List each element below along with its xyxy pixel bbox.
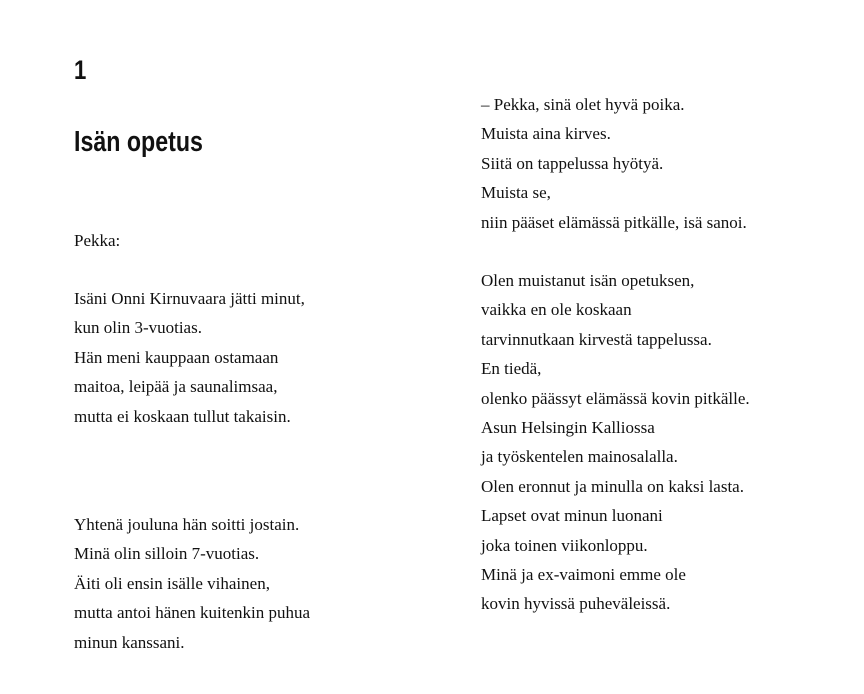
text-line: Siitä on tappelussa hyötyä. [481, 153, 664, 173]
text-line: Minä ja ex-vaimoni emme ole [481, 565, 686, 585]
left-paragraph-1 [74, 284, 305, 431]
text-line: niin pääset elämässä pitkälle, isä sanoi. [481, 212, 747, 232]
text-line: ja työskentelen mainosalalla. [481, 447, 678, 467]
text-line: Yhtenä jouluna hän soitti jostain. [74, 515, 300, 534]
right-paragraph-2 [481, 266, 750, 619]
text-line: maitoa, leipää ja saunalimsaa, [74, 377, 278, 397]
text-line: Asun Helsingin Kalliossa [481, 418, 655, 438]
text-line: Muista se, [481, 183, 551, 203]
text-line: Äiti oli ensin isälle vihainen, [74, 573, 270, 593]
left-paragraph-2 [74, 510, 310, 657]
text-line: mutta antoi hänen kuitenkin puhua [74, 603, 311, 623]
text-line: En tiedä, [481, 359, 542, 379]
chapter-number: 1 [74, 55, 87, 85]
text-line: Isäni Onni Kirnuvaara jätti minut, [74, 289, 305, 308]
text-line: Olen muistanut isän opetuksen, [481, 271, 695, 290]
chapter-title: Isän opetus [74, 126, 203, 158]
right-paragraph-1 [481, 90, 747, 237]
speaker-label: Pekka: [74, 231, 121, 250]
text-line: kovin hyvissä puheväleissä. [481, 594, 671, 614]
text-line: vaikka en ole koskaan [481, 300, 632, 320]
text-line: – Pekka, sinä olet hyvä poika. [481, 95, 685, 114]
left-page [74, 52, 434, 652]
text-line: Hän meni kauppaan ostamaan [74, 347, 279, 367]
text-line: Olen eronnut ja minulla on kaksi lasta. [481, 476, 744, 496]
text-line: Muista aina kirves. [481, 124, 611, 144]
text-line: joka toinen viikonloppu. [481, 535, 648, 555]
text-line: Lapset ovat minun luonani [481, 506, 663, 526]
text-line: tarvinnutkaan kirvestä tappelussa. [481, 329, 712, 349]
text-line: mutta ei koskaan tullut takaisin. [74, 406, 291, 426]
text-line: olenko päässyt elämässä kovin pitkälle. [481, 388, 750, 408]
text-line: minun kanssani. [74, 632, 185, 652]
text-line: kun olin 3-vuotias. [74, 318, 202, 338]
text-line: Minä olin silloin 7-vuotias. [74, 544, 260, 564]
